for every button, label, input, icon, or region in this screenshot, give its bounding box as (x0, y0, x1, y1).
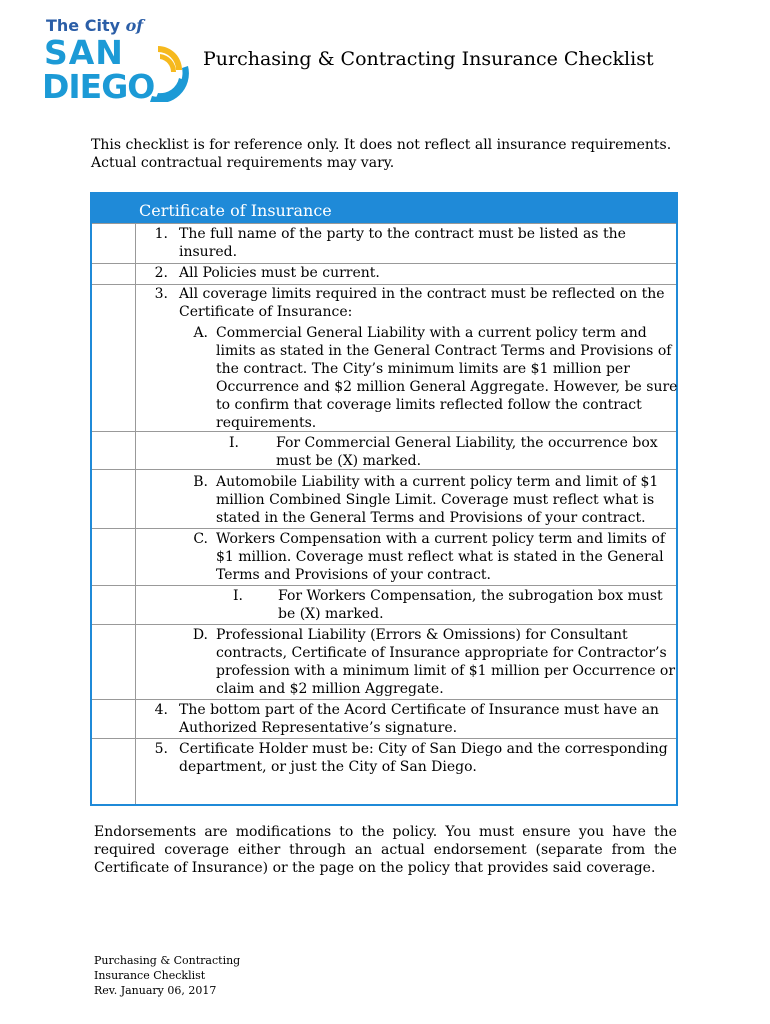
item-text-line: insured. (179, 244, 238, 260)
item-text-line: million Combined Single Limit. Coverage must reflect what is (216, 492, 655, 508)
word: coverage (164, 842, 229, 858)
item-number: 5. (154, 741, 168, 757)
item-text-line: profession with a minimum limit of $1 million per Occurrence or (216, 663, 676, 679)
word: the (361, 824, 385, 840)
item-letter: C. (193, 531, 208, 547)
item-text-line: Certificate of Insurance: (179, 304, 353, 320)
footer-line: Purchasing & Contracting (94, 954, 241, 967)
table-heading: Certificate of Insurance (139, 201, 332, 220)
row-divider (92, 624, 676, 625)
endorsements-line-3: Certificate of Insurance) or the page on the policy that provides said coverage. (94, 860, 656, 876)
item-text-line: For Workers Compensation, the subrogation box must (278, 588, 663, 604)
item-text-line: to confirm that coverage limits reflected follow the contract (216, 397, 642, 413)
word: endorsement (433, 842, 527, 858)
endorsements-paragraph (94, 823, 677, 877)
word: (separate (535, 842, 603, 858)
document-title: Purchasing & Contracting Insurance Checklist (203, 48, 654, 70)
item-text-line: Occurrence and $2 million General Aggregate. However, be sure (216, 379, 678, 395)
endorsements-line-1 (94, 823, 677, 841)
word: required (94, 842, 156, 858)
word: have (612, 824, 646, 840)
footer-line: Insurance Checklist (94, 969, 206, 982)
footer-revision-date: Rev. January 06, 2017 (94, 984, 217, 997)
item-text-line: Authorized Representative’s signature. (179, 720, 458, 736)
page-footer (94, 953, 240, 998)
word: must (478, 824, 515, 840)
word: through (289, 842, 346, 858)
row-divider (92, 738, 676, 739)
word: the (653, 824, 677, 840)
item-text-line: $1 million. Coverage must reflect what is stated in the General (216, 549, 664, 565)
row-divider (92, 585, 676, 586)
intro-line: Actual contractual requirements may vary. (91, 155, 395, 171)
item-letter: B. (193, 474, 208, 490)
item-text-line: contracts, Certificate of Insurance appropriate for Contractor’s (216, 645, 667, 661)
intro-line: This checklist is for reference only. It does not reflect all insurance requirements. (91, 137, 672, 153)
item-number: 4. (154, 702, 168, 718)
item-text-line: stated in the General Terms and Provisions of your contract. (216, 510, 646, 526)
city-of-san-diego-logo (40, 14, 200, 110)
item-text-line: Terms and Provisions of your contract. (216, 567, 492, 583)
logo-the-city: The City (46, 16, 126, 35)
row-divider (92, 699, 676, 700)
logo-diego-text: DIEGO (42, 67, 155, 106)
item-roman-numeral: I. (229, 435, 239, 451)
item-text-line: The bottom part of the Acord Certificate of Insurance must have an (179, 702, 659, 718)
word: you (578, 824, 605, 840)
endorsements-line-2 (94, 841, 677, 859)
item-text-line: All Policies must be current. (179, 265, 380, 281)
logo-san-text: SAN (44, 33, 124, 72)
word: modifications (235, 824, 332, 840)
item-number: 1. (154, 226, 168, 242)
logo-sun-icon (136, 40, 192, 102)
row-divider (92, 223, 676, 224)
word: policy. (392, 824, 438, 840)
logo-of: of (125, 16, 144, 35)
word: to (339, 824, 354, 840)
item-roman-numeral: I. (233, 588, 243, 604)
word: an (354, 842, 373, 858)
item-text-line: be (X) marked. (278, 606, 384, 622)
intro-paragraph (91, 136, 691, 172)
item-text-line: Workers Compensation with a current policy term and limits of (216, 531, 666, 547)
word: from (611, 842, 646, 858)
item-number: 3. (154, 286, 168, 302)
row-divider (92, 431, 676, 432)
item-text-line: limits as stated in the General Contract Terms and Provisions of (216, 343, 672, 359)
word: You (445, 824, 471, 840)
item-text-line: Professional Liability (Errors & Omissions) for Consultant (216, 627, 628, 643)
item-text-line: the contract. The City’s minimum limits are $1 million per (216, 361, 630, 377)
item-text-line: Automobile Liability with a current policy term and limit of $1 (216, 474, 659, 490)
item-text-line: For Commercial General Liability, the occurrence box (276, 435, 658, 451)
item-text-line: All coverage limits required in the contract must be reflected on the (179, 286, 665, 302)
word: the (654, 842, 677, 858)
item-text-line: The full name of the party to the contract must be listed as the (179, 226, 626, 242)
item-number: 2. (154, 265, 168, 281)
word: either (237, 842, 281, 858)
word: Endorsements (94, 824, 197, 840)
item-text-line: Certificate Holder must be: City of San Diego and the corresponding (179, 741, 668, 757)
item-text-line: must be (X) marked. (276, 453, 422, 469)
item-letter: D. (192, 627, 208, 643)
word: actual (381, 842, 425, 858)
word: ensure (522, 824, 571, 840)
item-text-line: Commercial General Liability with a current policy term and (216, 325, 647, 341)
item-text-line: requirements. (216, 415, 317, 431)
item-text-line: claim and $2 million Aggregate. (216, 681, 444, 697)
item-letter: A. (193, 325, 208, 341)
checkbox-column (92, 223, 136, 804)
word: are (204, 824, 228, 840)
table-header (92, 194, 676, 223)
item-text-line: department, or just the City of San Diego. (179, 759, 477, 775)
row-divider (92, 528, 676, 529)
